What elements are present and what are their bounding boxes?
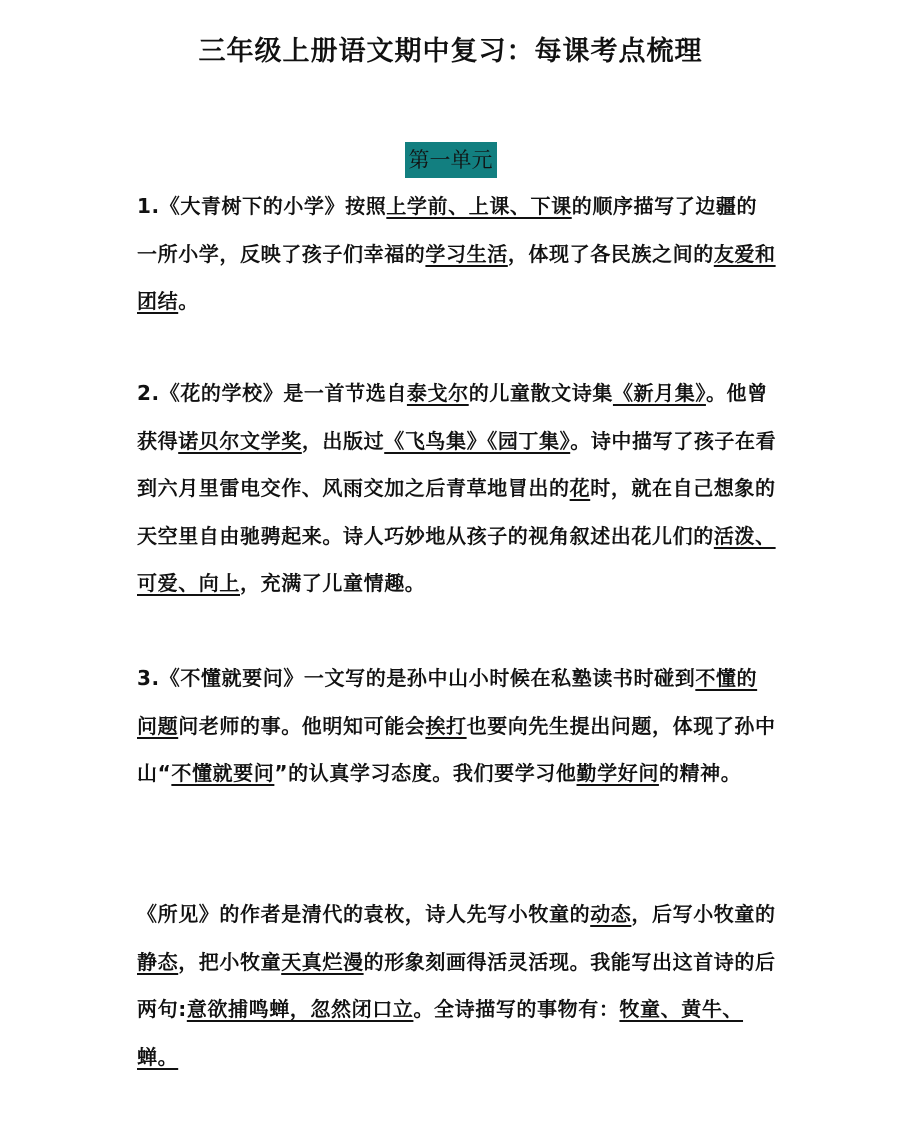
underlined-answer: 天真烂漫 (281, 949, 364, 974)
underlined-answer: 静态 (137, 949, 179, 974)
text-segment: 的精神。 (658, 761, 742, 785)
text-segment: ，体现了各民族之间的 (507, 241, 714, 266)
underlined-answer: 不懂的问题 (137, 666, 758, 738)
underlined-answer: 泰戈尔 (406, 381, 469, 405)
text-segment: 的儿童散文诗集 (468, 381, 613, 405)
text-segment: ，后写小牧童的 (631, 902, 776, 926)
underlined-answer: 动态 (590, 902, 632, 926)
text-segment: ，出版过 (301, 428, 385, 453)
paragraph-lesson-1 (137, 183, 777, 326)
underlined-answer: 《飞鸟集》《园丁集》 (384, 428, 571, 453)
underlined-answer: 花 (569, 476, 591, 500)
text-segment: ，充满了儿童情趣。 (240, 571, 426, 595)
text-segment: 也要向先生提出问题，体现了孙中山“ (137, 713, 776, 785)
text-segment: 。全诗描写的事物有： (413, 997, 620, 1021)
text-segment: 。 (178, 289, 199, 313)
underlined-answer: 友爱和团结 (137, 241, 776, 313)
underlined-answer: 上学前、上课、下课 (386, 194, 572, 218)
text-segment: 的形象刻画得活灵活现。我能写出这首诗的后两句: (137, 949, 776, 1021)
underlined-answer: 挨打 (425, 713, 467, 738)
underlined-answer: 《新月集》 (612, 381, 706, 405)
text-segment: 的顺序描写了边疆的一所小学，反映了孩子们幸福的 (137, 194, 758, 266)
underlined-answer: 勤学好问 (576, 761, 659, 785)
underlined-answer: 不懂就要问 (171, 761, 275, 785)
text-segment: 2.《花的学校》是一首节选自 (137, 381, 407, 405)
text-segment: 。他曾获得 (137, 381, 768, 453)
underlined-answer: 学习生活 (425, 241, 508, 266)
text-segment: 3.《不懂就要问》一文写的是孙中山小时候在私塾读书时碰到 (137, 666, 696, 690)
paragraph-lesson-3 (137, 655, 777, 798)
text-segment: 《所见》的作者是清代的袁枚，诗人先写小牧童的 (137, 902, 591, 926)
underlined-answer: 活泼、可爱、向上 (137, 523, 776, 595)
text-segment: 。诗中描写了孩子在看到六月里雷电交作、风雨交加之后青草地冒出的 (137, 428, 777, 500)
text-segment: 问老师的事。他明知可能会 (178, 713, 426, 738)
underlined-answer: 牧童、黄牛、蝉。 (137, 997, 744, 1069)
text-segment: ，把小牧童 (178, 949, 282, 974)
underlined-answer: 意欲捕鸣蝉，忽然闭口立 (186, 997, 414, 1021)
page-title: 三年级上册语文期中复习：每课考点梳理 (198, 36, 703, 67)
underlined-answer: 诺贝尔文学奖 (178, 428, 302, 453)
text-segment: 1.《大青树下的小学》按照 (137, 194, 387, 218)
text-segment: ”的认真学习态度。我们要学习他 (274, 761, 577, 785)
unit-heading: 第一单元 (405, 142, 497, 178)
paragraph-lesson-2 (137, 370, 777, 608)
paragraph-lesson-4 (137, 891, 777, 1081)
unit-heading-container (0, 142, 901, 178)
text-segment: 时，就在自己想象的天空里自由驰骋起来。诗人巧妙地从孩子的视角叙述出花儿们的 (137, 476, 776, 548)
